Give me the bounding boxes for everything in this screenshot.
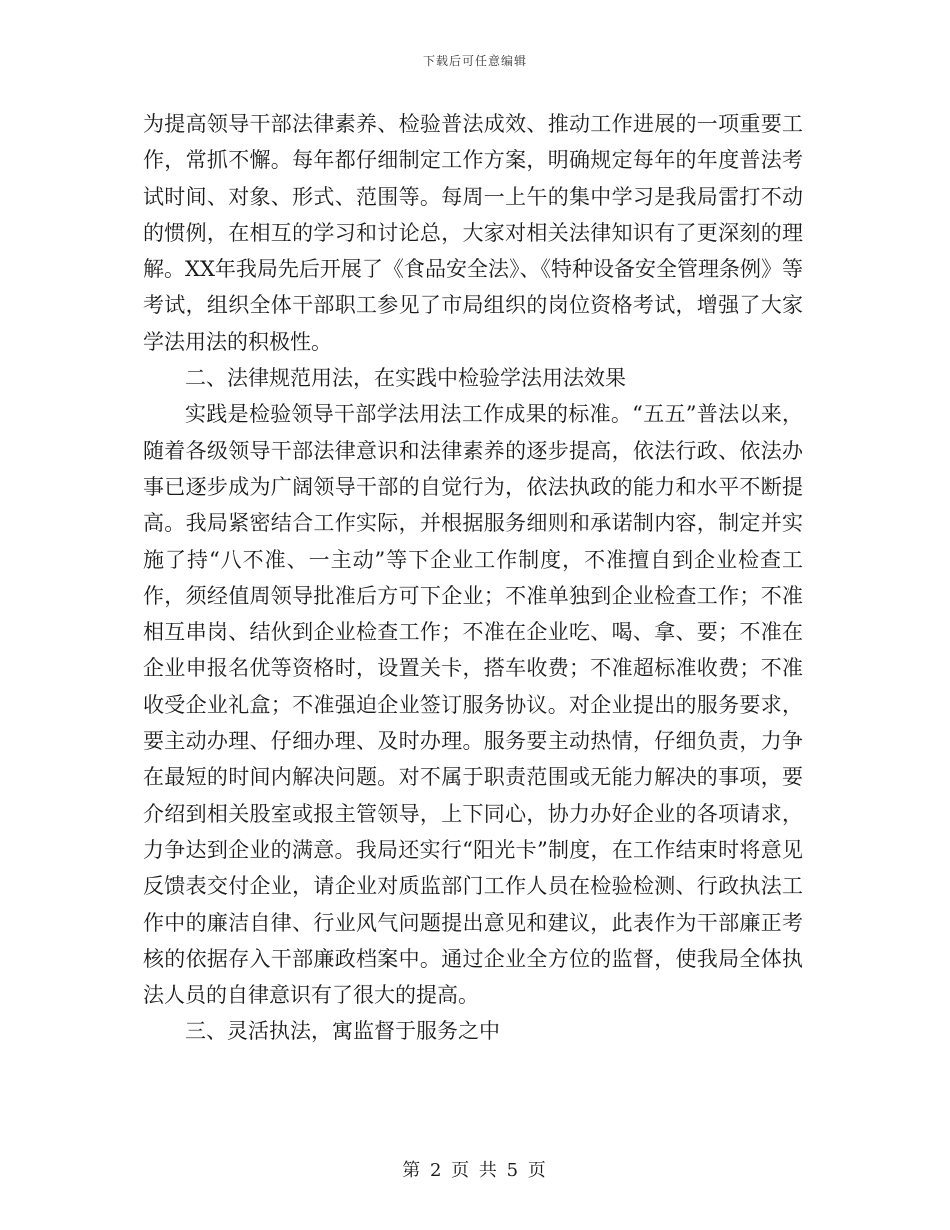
paragraph-practice: 实践是检验领导干部学法用法工作成果的标准。“五五”普法以来，随着各级领导干部法律意识和法律素养的逐步提高，依法行政、依法办事已逐步成为广阔领导干部的自觉行为，依法执政的能力和水平不断提高。我局紧密结合工作实际，并根据服务细则和承诺制内容，制定并实施了持“八不准、一主动”等下企业工作制度，不准擅自到企业检查工作，须经值周领导批准后方可下企业；不准单独到企业检查工作；不准相互串岗、结伙到企业检查工作；不准在企业吃、喝、拿、要；不准在企业申报名优等资格时，设置关卡，搭车收费；不准超标准收费；不准收受企业礼盒；不准强迫企业签订服务协议。对企业提出的服务要求，要主动办理、仔细办理、及时办理。服务要主动热情，仔细负责，力争在最短的时间内解决问题。对不属于职责范围或无能力解决的事项，要介绍到相关股室或报主管领导，上下同心，协力办好企业的各项请求，力争达到企业的满意。我局还实行“阳光卡”制度，在工作结束时将意见反馈表交付企业，请企业对质监部门工作人员在检验检测、行政执法工作中的廉洁自律、行业风气问题提出意见和建议，此表作为干部廉正考核的依据存入干部廉政档案中。通过企业全方位的监督，使我局全体执法人员的自律意识有了很大的提高。 [143,402,803,1008]
page-header-note: 下载后可任意编辑 [422,54,527,68]
page-number: 第 2 页 共 5 页 [402,1160,548,1181]
paragraph-continuation: 为提高领导干部法律素养、检验普法成效、推动工作进展的一项重要工作，常抓不懈。每年都仔细制定工作方案，明确规定每年的年度普法考试时间、对象、形式、范围等。每周一上午的集中学习是我局雷打不动的惯例，在相互的学习和讨论总，大家对相关法律知识有了更深刻的理解。XX年我局先后开展了《食品安全法》、《特种设备安全管理条例》等考试，组织全体干部职工参见了市局组织的岗位资格考试，增强了大家学法用法的积极性。 [143,112,803,354]
section-heading-3: 三、灵活执法，寓监督于服务之中 [185,1019,500,1044]
document-body [143,106,803,1050]
section-heading-2: 二、法律规范用法，在实践中检验学法用法效果 [185,366,626,391]
